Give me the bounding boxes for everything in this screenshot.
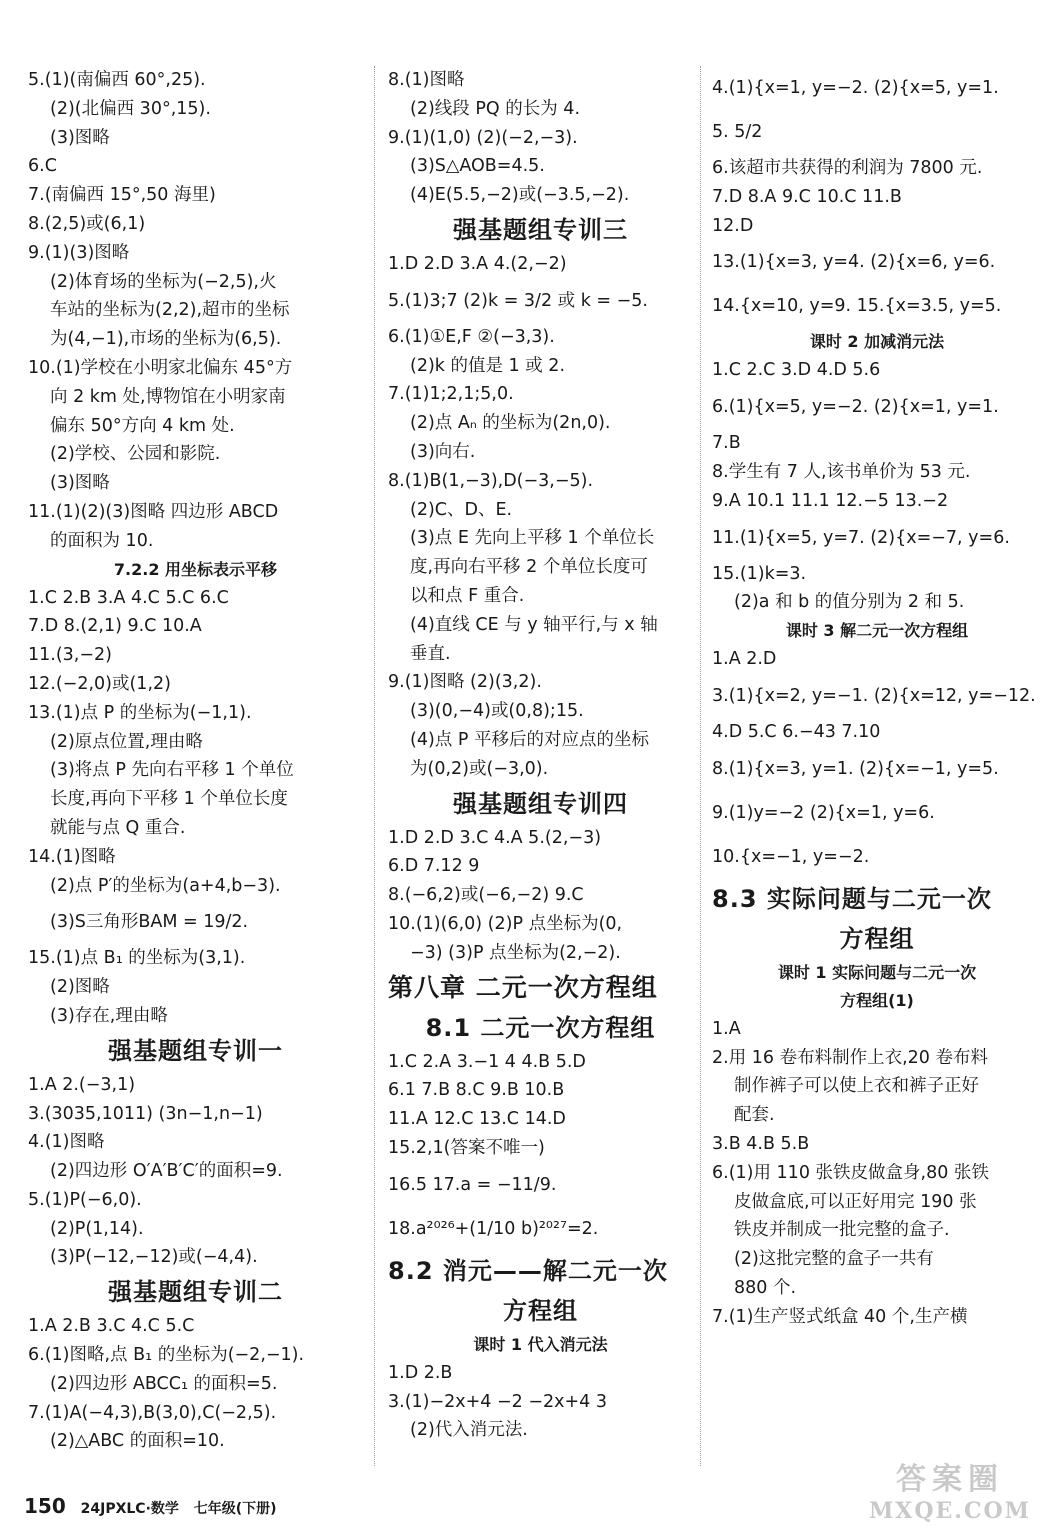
answer-line: (2)C、D、E. xyxy=(410,499,513,520)
section-heading: 8.3 实际问题与二元一次 xyxy=(712,884,992,913)
answer-line: 15.2,1(答案不唯一) xyxy=(388,1137,545,1158)
answer-line: (4)点 P 平移后的对应点的坐标 xyxy=(410,729,649,750)
answer-line: −3) (3)P 点坐标为(2,−2). xyxy=(410,942,621,963)
column-divider xyxy=(374,66,375,1466)
answer-line: (2)学校、公园和影院. xyxy=(50,444,221,465)
answer-line: 向 2 km 处,博物馆在小明家南 xyxy=(50,386,286,407)
answer-line: 6.1 7.B 8.C 9.B 10.B xyxy=(388,1080,565,1101)
answer-line: 7.(1)生产竖式纸盒 40 个,生产横 xyxy=(712,1306,968,1327)
answer-column-right xyxy=(712,66,1042,1332)
answer-line: (3)点 E 先向上平移 1 个单位长 xyxy=(410,528,655,549)
section-heading: 强基题组专训四 xyxy=(453,789,628,818)
answer-line: 度,再向右平移 2 个单位长度可 xyxy=(410,557,648,578)
answer-line: 5.(1)P(−6,0). xyxy=(28,1189,142,1210)
column-divider xyxy=(700,66,701,1466)
answer-line: 1.C 2.C 3.D 4.D 5.6 xyxy=(712,360,881,381)
answer-line: (2)这批完整的盒子一共有 xyxy=(734,1249,934,1270)
answer-line: 1.D 2.B xyxy=(388,1362,453,1383)
answer-line: 6.D 7.12 9 xyxy=(388,856,480,877)
answer-line: 8.(1){x=3, y=1. (2){x=−1, y=5. xyxy=(712,758,999,779)
answer-line: 1.D 2.D 3.A 4.(2,−2) xyxy=(388,253,567,274)
section-heading: 8.1 二元一次方程组 xyxy=(425,1013,656,1042)
answer-line: 13.(1){x=3, y=4. (2){x=6, y=6. xyxy=(712,252,996,273)
answer-column-middle xyxy=(388,66,693,1445)
answer-line: 4.D 5.C 6.−43 7.10 xyxy=(712,721,881,742)
answer-line: 4.(1){x=1, y=−2. (2){x=5, y=1. xyxy=(712,78,999,98)
section-heading: 方程组(1) xyxy=(840,990,914,1010)
answer-line: (2)原点位置,理由略 xyxy=(50,731,203,752)
answer-line: 15.(1)k=3. xyxy=(712,563,807,584)
answer-line: 7.(1)A(−4,3),B(3,0),C(−2,5). xyxy=(28,1402,277,1423)
answer-line: 1.C 2.A 3.−1 4 4.B 5.D xyxy=(388,1051,586,1072)
watermark-title: 答案圈 xyxy=(895,1462,1004,1497)
answer-line: 铁皮并制成一批完整的盒子. xyxy=(734,1220,950,1241)
answer-line: 18.a²⁰²⁶+(1/10 b)²⁰²⁷=2. xyxy=(388,1218,599,1239)
section-heading: 课时 3 解二元一次方程组 xyxy=(785,621,969,641)
answer-line: 2.用 16 卷布料制作上衣,20 卷布料 xyxy=(712,1047,988,1068)
answer-line: 11.A 12.C 13.C 14.D xyxy=(388,1109,566,1130)
section-heading: 课时 2 加减消元法 xyxy=(809,332,945,352)
answer-line: (2)四边形 O′A′B′C′的面积=9. xyxy=(50,1161,283,1182)
answer-column-left xyxy=(28,66,363,1456)
answer-line: 的面积为 10. xyxy=(50,530,154,551)
answer-line: (2)体育场的坐标为(−2,5),火 xyxy=(50,271,277,292)
answer-line: 7.D 8.(2,1) 9.C 10.A xyxy=(28,616,202,637)
answer-line: 880 个. xyxy=(734,1277,797,1298)
answer-line: (3)图略 xyxy=(50,127,110,148)
answer-line: 6.该超市共获得的利润为 7800 元. xyxy=(712,158,983,178)
section-heading: 课时 1 代入消元法 xyxy=(473,1334,608,1354)
answer-line: (2)(北偏西 30°,15). xyxy=(50,98,211,119)
answer-line: 13.(1)点 P 的坐标为(−1,1). xyxy=(28,702,252,723)
answer-line: 就能与点 Q 重合. xyxy=(50,817,186,838)
answer-line: (2)图略 xyxy=(50,977,110,998)
answer-line: 1.A 2.(−3,1) xyxy=(28,1074,136,1095)
page-footer xyxy=(24,1494,277,1518)
answer-line: 1.A xyxy=(712,1018,741,1039)
answer-line: (4)E(5.5,−2)或(−3.5,−2). xyxy=(410,185,630,206)
answer-line: (2)△ABC 的面积=10. xyxy=(50,1431,225,1452)
answer-line: 皮做盒底,可以正好用完 190 张 xyxy=(734,1191,977,1212)
answer-line: 1.C 2.B 3.A 4.C 5.C 6.C xyxy=(28,587,229,608)
answer-line: 9.(1)(3)图略 xyxy=(28,242,130,263)
answer-line: 3.B 4.B 5.B xyxy=(712,1133,810,1154)
answer-line: 8.(2,5)或(6,1) xyxy=(28,213,146,234)
answer-line: (2)P(1,14). xyxy=(50,1218,144,1239)
answer-line: (2)点 Aₙ 的坐标为(2n,0). xyxy=(410,413,611,434)
section-heading: 强基题组专训二 xyxy=(108,1278,283,1307)
answer-line: 15.(1)点 B₁ 的坐标为(3,1). xyxy=(28,948,246,969)
answer-line: (3)(0,−4)或(0,8);15. xyxy=(410,701,584,722)
answer-line: 1.D 2.D 3.C 4.A 5.(2,−3) xyxy=(388,827,602,848)
section-heading: 课时 1 实际问题与二元一次 xyxy=(777,962,977,982)
answer-line: 9.A 10.1 11.1 12.−5 13.−2 xyxy=(712,490,949,511)
section-heading: 强基题组专训三 xyxy=(453,215,628,244)
answer-line: 16.5 17.a = −11/9. xyxy=(388,1174,557,1195)
answer-line: 3.(1)−2x+4 −2 −2x+4 3 xyxy=(388,1391,608,1412)
answer-line: 偏东 50°方向 4 km 处. xyxy=(50,415,235,436)
page-number: 150 xyxy=(24,1494,66,1518)
answer-line: 12.D xyxy=(712,215,754,236)
answer-line: (3)S△AOB=4.5. xyxy=(410,156,545,177)
answer-line: 长度,再向下平移 1 个单位长度 xyxy=(50,789,288,810)
answer-line: (2)线段 PQ 的长为 4. xyxy=(410,98,581,119)
answer-line: 5.(1)3;7 (2)k = 3/2 或 k = −5. xyxy=(388,290,648,311)
answer-line: 配套. xyxy=(734,1105,775,1126)
answer-line: (2)点 P′的坐标为(a+4,b−3). xyxy=(50,875,281,896)
answer-line: (3)P(−12,−12)或(−4,4). xyxy=(50,1247,258,1268)
answer-line: 9.(1)(1,0) (2)(−2,−3). xyxy=(388,127,578,148)
answer-line: 6.(1)图略,点 B₁ 的坐标为(−2,−1). xyxy=(28,1345,305,1366)
answer-line: 以和点 F 重合. xyxy=(410,585,525,606)
answer-line: 7.(南偏西 15°,50 海里) xyxy=(28,185,216,206)
answer-line: (3)向右. xyxy=(410,441,476,462)
answer-line: (3)图略 xyxy=(50,473,110,494)
answer-line: 垂直. xyxy=(410,643,451,664)
watermark xyxy=(869,1454,1031,1524)
answer-line: 10.(1)学校在小明家北偏东 45°方 xyxy=(28,357,293,378)
section-heading: 强基题组专训一 xyxy=(108,1036,283,1065)
book-code: 24JPXLC·数学 xyxy=(80,1501,179,1517)
answer-line: 11.(1)(2)(3)图略 四边形 ABCD xyxy=(28,501,279,522)
answer-line: 6.(1)①E,F ②(−3,3). xyxy=(388,326,555,347)
answer-line: 5. 5/2 xyxy=(712,122,763,142)
answer-line: 1.A 2.D xyxy=(712,649,777,670)
watermark-url: MXQE.COM xyxy=(868,1498,1031,1524)
answer-line: (3)将点 P 先向右平移 1 个单位 xyxy=(50,760,294,781)
answer-line: 8.学生有 7 人,该书单价为 53 元. xyxy=(712,461,971,482)
answer-line: 7.D 8.A 9.C 10.C 11.B xyxy=(712,186,902,207)
answer-line: (3)存在,理由略 xyxy=(50,1005,168,1026)
answer-line: 7.B xyxy=(712,433,741,454)
answer-line: 10.(1)(6,0) (2)P 点坐标为(0, xyxy=(388,913,623,934)
answer-line: (2)k 的值是 1 或 2. xyxy=(410,355,566,376)
answer-line: 车站的坐标为(2,2),超市的坐标 xyxy=(50,300,290,321)
section-heading: 第八章 二元一次方程组 xyxy=(388,972,658,1002)
answer-line: (4)直线 CE 与 y 轴平行,与 x 轴 xyxy=(410,614,658,635)
grade-label: 七年级(下册) xyxy=(193,1501,277,1517)
answer-line: (2)代入消元法. xyxy=(410,1420,528,1441)
answer-line: (2)a 和 b 的值分别为 2 和 5. xyxy=(734,592,965,613)
answer-line: 8.(−6,2)或(−6,−2) 9.C xyxy=(388,885,584,906)
answer-line: (3)S三角形BAM = 19/2. xyxy=(50,912,249,933)
section-heading: 方程组 xyxy=(839,924,915,953)
answer-line: 9.(1)y=−2 (2){x=1, y=6. xyxy=(712,802,935,823)
answer-line: 8.(1)B(1,−3),D(−3,−5). xyxy=(388,470,594,491)
answer-line: 3.(3035,1011) (3n−1,n−1) xyxy=(28,1103,263,1124)
answer-line: 11.(1){x=5, y=7. (2){x=−7, y=6. xyxy=(712,527,1010,548)
answer-line: 为(4,−1),市场的坐标为(6,5). xyxy=(50,329,282,350)
section-heading: 方程组 xyxy=(503,1296,578,1325)
answer-line: 14.(1)图略 xyxy=(28,846,116,867)
answer-line: 11.(3,−2) xyxy=(28,645,112,666)
answer-line: 4.(1)图略 xyxy=(28,1132,105,1153)
answer-line: 9.(1)图略 (2)(3,2). xyxy=(388,672,542,693)
section-heading: 7.2.2 用坐标表示平移 xyxy=(113,559,278,579)
answer-line: 制作裤子可以使上衣和裤子正好 xyxy=(734,1076,979,1097)
answer-line: 6.(1){x=5, y=−2. (2){x=1, y=1. xyxy=(712,397,999,418)
section-heading: 8.2 消元——解二元一次 xyxy=(388,1256,668,1285)
answer-line: 5.(1)(南偏西 60°,25). xyxy=(28,70,206,90)
answer-line: 12.(−2,0)或(1,2) xyxy=(28,673,171,694)
answer-line: 6.(1)用 110 张铁皮做盒身,80 张铁 xyxy=(712,1162,989,1183)
answer-line: (2)四边形 ABCC₁ 的面积=5. xyxy=(50,1373,278,1394)
answer-line: 为(0,2)或(−3,0). xyxy=(410,758,549,779)
answer-line: 14.{x=10, y=9. 15.{x=3.5, y=5. xyxy=(712,296,1002,317)
answer-line: 7.(1)1;2,1;5,0. xyxy=(388,384,514,405)
answer-line: 3.(1){x=2, y=−1. (2){x=12, y=−12. xyxy=(712,685,1036,706)
answer-line: 8.(1)图略 xyxy=(388,70,465,90)
answer-line: 6.C xyxy=(28,156,57,177)
answer-line: 1.A 2.B 3.C 4.C 5.C xyxy=(28,1316,195,1337)
answer-line: 10.{x=−1, y=−2. xyxy=(712,846,870,867)
